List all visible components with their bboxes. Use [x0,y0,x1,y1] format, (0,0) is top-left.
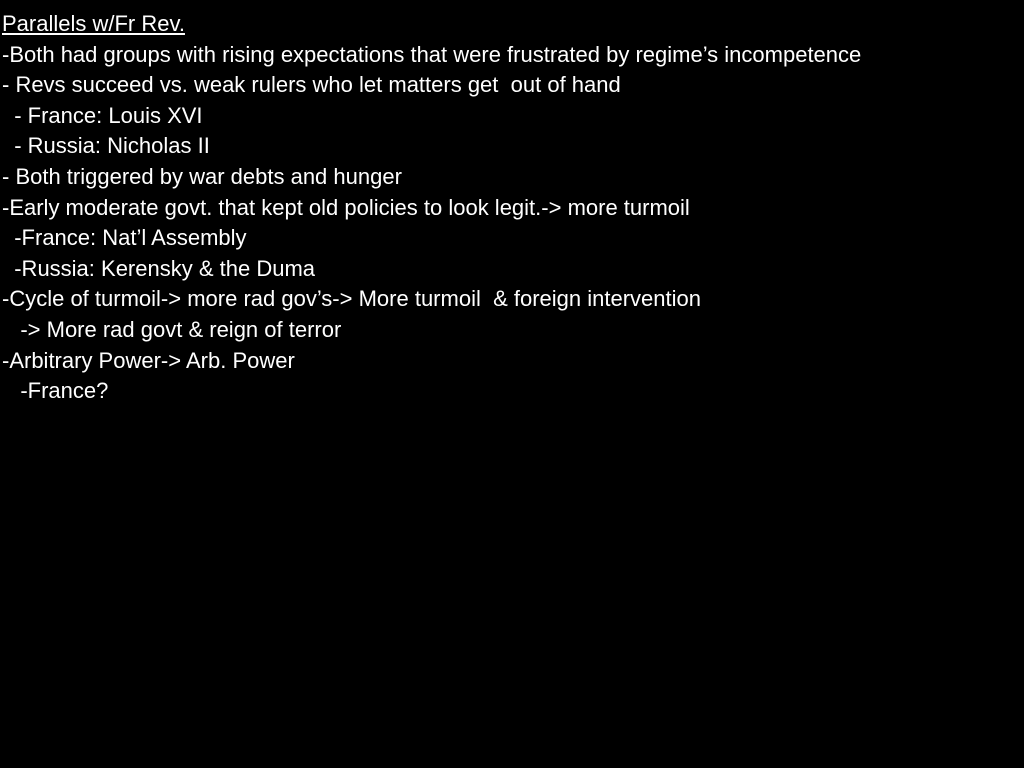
bullet-cycle-turmoil: -Cycle of turmoil-> more rad gov’s-> More turmoil & foreign intervention [2,286,701,312]
sub-bullet-russia-nicholas: - Russia: Nicholas II [2,133,210,159]
slide-body [2,9,1024,407]
bullet-arbitrary-power: -Arbitrary Power-> Arb. Power [2,347,295,373]
bullet-war-debts: - Both triggered by war debts and hunger [2,163,402,189]
bullet-groups-expectations: -Both had groups with rising expectations that were frustrated by regime’s incompetence [2,41,862,67]
sub-bullet-france-question: -France? [2,378,109,404]
slide-title: Parallels w/Fr Rev. [2,11,185,36]
bullet-weak-rulers: - Revs succeed vs. weak rulers who let matters get out of hand [2,72,621,98]
sub-bullet-france-louis: - France: Louis XVI [2,102,203,128]
sub-bullet-france-assembly: -France: Nat’l Assembly [2,225,247,251]
bullet-moderate-govt: -Early moderate govt. that kept old policies to look legit.-> more turmoil [2,194,690,220]
sub-bullet-russia-duma: -Russia: Kerensky & the Duma [2,255,316,281]
sub-bullet-reign-of-terror: -> More rad govt & reign of terror [2,316,342,342]
